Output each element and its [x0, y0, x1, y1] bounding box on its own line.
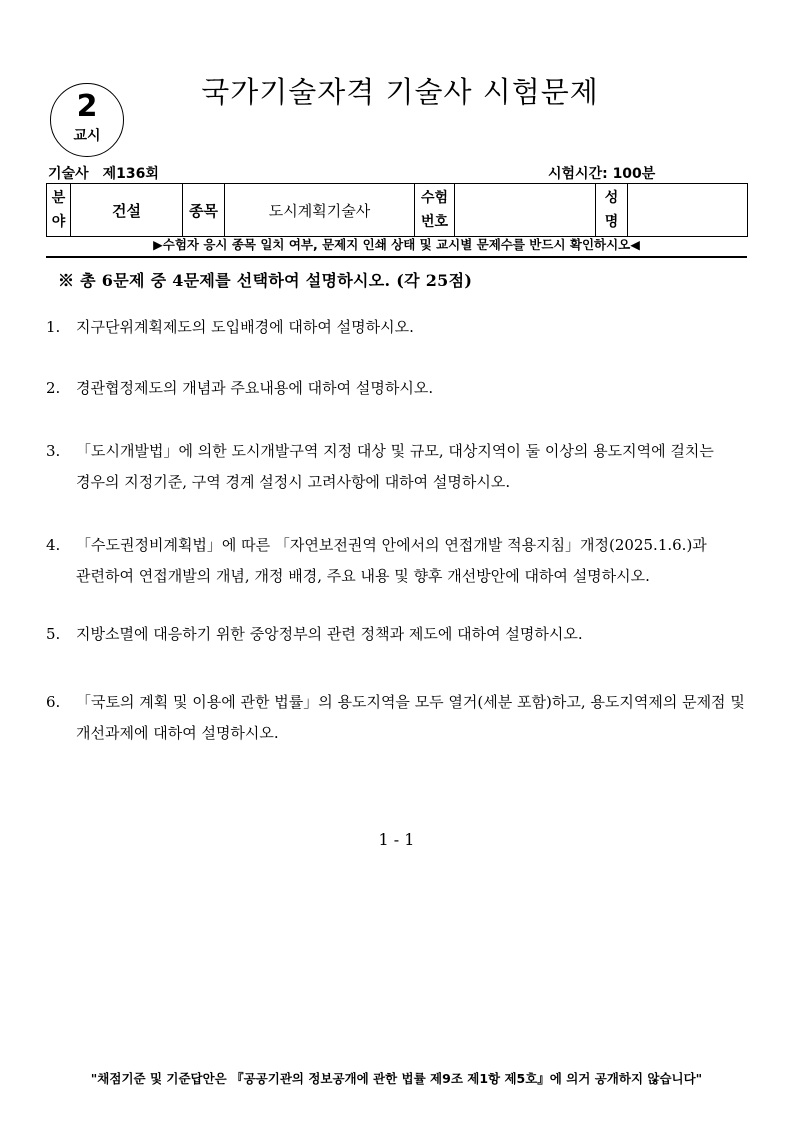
footer-notice: "채점기준 및 기준답안은 『공공기관의 정보공개에 관한 법률 제9조 제1항 제5호』에 의거 공개하지 않습니다" — [90, 1071, 703, 1086]
exam-no-label-cell — [415, 184, 455, 237]
exam-no-field[interactable] — [455, 184, 596, 237]
session-label: 교시 — [73, 128, 101, 144]
question-text: 지방소멸에 대응하기 위한 중앙정부의 관련 정책과 제도에 대하여 설명하시오. — [76, 625, 583, 643]
name-field[interactable] — [628, 184, 748, 237]
name-label-cell — [596, 184, 628, 237]
session-badge — [50, 83, 124, 157]
question-text: 「도시개발법」에 의한 도시개발구역 지정 대상 및 규모, 대상지역이 둘 이상의 용도지역에 걸치는 경우의 지정기준, 구역 경계 설정시 고려사항에 대하여 설명하시오. — [76, 442, 714, 491]
question-text: 지구단위계획제도의 도입배경에 대하여 설명하시오. — [76, 318, 414, 336]
exam-round — [48, 163, 159, 183]
field-label: 분 야 — [51, 190, 66, 230]
exam-category: 기술사 — [48, 166, 89, 182]
question-item: 5. 지방소멸에 대응하기 위한 중앙정부의 관련 정책과 제도에 대하여 설명하시오. — [46, 625, 583, 643]
type-value: 도시계획기술사 — [225, 184, 415, 237]
session-number: 2 — [76, 89, 98, 124]
exam-round-number: 제136회 — [102, 166, 159, 182]
page-number: 1 - 1 — [378, 830, 415, 849]
candidate-info-table — [46, 183, 748, 237]
field-label-cell — [47, 184, 71, 237]
question-item: 3. 「도시개발법」에 의한 도시개발구역 지정 대상 및 규모, 대상지역이 둘 이상의 용도지역에 걸치는 경우의 지정기준, 구역 경계 설정시 고려사항에 대하여 설명하시오. — [46, 442, 714, 491]
question-text: 경관협정제도의 개념과 주요내용에 대하여 설명하시오. — [76, 379, 434, 397]
field-value: 건설 — [71, 184, 183, 237]
exam-no-label: 수험 번호 — [420, 190, 449, 230]
exam-duration: 시험시간: 100분 — [548, 166, 656, 182]
name-label: 성 명 — [604, 190, 619, 230]
question-item: 4. 「수도권정비계획법」에 따른 「자연보전권역 안에서의 연접개발 적용지침」개정(2025.1.6.)과 관련하여 연접개발의 개념, 개정 배경, 주요 내용 및 향후 개선방안에 대하여 설명하시오. — [46, 536, 707, 585]
notice-banner: ▶수험자 응시 종목 일치 여부, 문제지 인쇄 상태 및 교시별 문제수를 반드시 확인하시오◀ — [153, 237, 640, 252]
question-text: 「수도권정비계획법」에 따른 「자연보전권역 안에서의 연접개발 적용지침」개정(2025.1.6.)과 관련하여 연접개발의 개념, 개정 배경, 주요 내용 및 향후 개선방안에 대하여 설명하시오. — [76, 536, 707, 585]
question-item: 2. 경관협정제도의 개념과 주요내용에 대하여 설명하시오. — [46, 379, 434, 397]
question-text: 「국토의 계획 및 이용에 관한 법률」의 용도지역을 모두 열거(세분 포함)하고, 용도지역제의 문제점 및 개선과제에 대하여 설명하시오. — [76, 693, 745, 742]
page-title: 국가기술자격 기술사 시험문제 — [201, 75, 599, 109]
question-item: 6. 「국토의 계획 및 이용에 관한 법률」의 용도지역을 모두 열거(세분 포함)하고, 용도지역제의 문제점 및 개선과제에 대하여 설명하시오. — [46, 693, 745, 742]
type-label: 종목 — [183, 184, 225, 237]
question-item: 1. 지구단위계획제도의 도입배경에 대하여 설명하시오. — [46, 318, 414, 336]
divider — [46, 256, 747, 258]
instruction-text: ※ 총 6문제 중 4문제를 선택하여 설명하시오. (각 25점) — [58, 271, 473, 290]
